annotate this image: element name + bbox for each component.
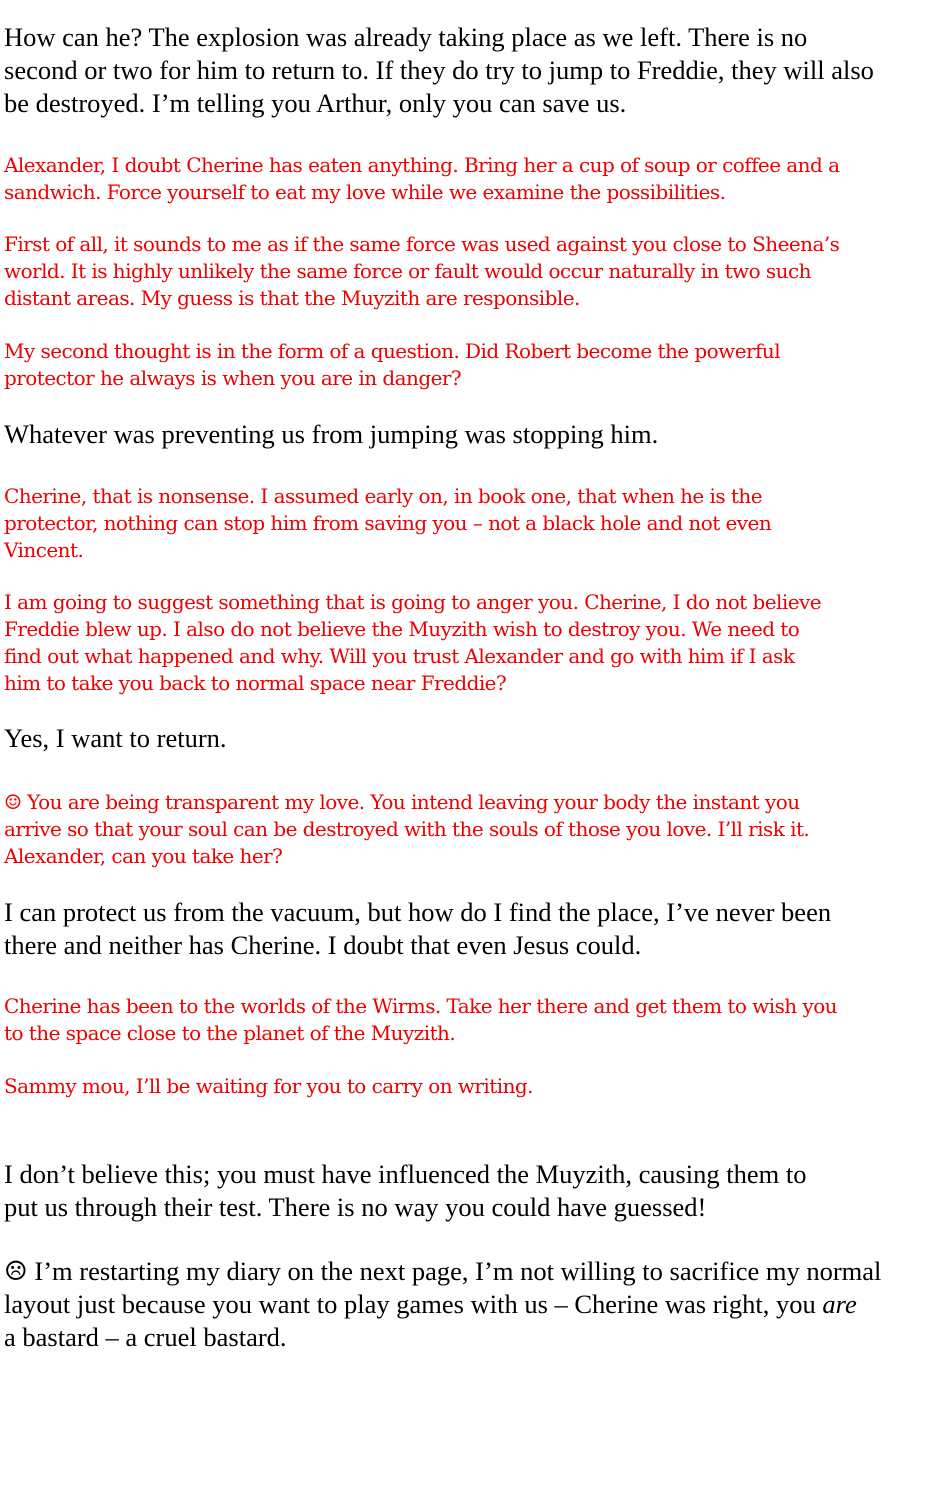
text-line: protector, nothing can stop him from saving you – not a black hole and not even bbox=[4, 511, 772, 535]
paragraph-arthur-3 bbox=[4, 722, 227, 755]
text-line: Sammy mou, I’ll be waiting for you to carry on writing. bbox=[4, 1074, 533, 1098]
paragraph-arthur-6 bbox=[4, 1255, 881, 1354]
text-line: I don’t believe this; you must have influenced the Muyzith, causing them to bbox=[4, 1159, 807, 1189]
text-line: My second thought is in the form of a question. Did Robert become the powerful bbox=[4, 339, 781, 363]
paragraph-author-7 bbox=[4, 993, 837, 1047]
text-line: second or two for him to return to. If they do try to jump to Freddie, they will also bbox=[4, 55, 874, 85]
text-line: ☺ You are being transparent my love. You intend leaving your body the instant you bbox=[4, 790, 800, 814]
text-line: I am going to suggest something that is going to anger you. Cherine, I do not believe bbox=[4, 590, 822, 614]
text-segment: layout just because you want to play games with us – Cherine was right, you bbox=[4, 1289, 823, 1319]
text-line: I can protect us from the vacuum, but how do I find the place, I’ve never been bbox=[4, 897, 832, 927]
text-line: First of all, it sounds to me as if the same force was used against you close to Sheena’s bbox=[4, 232, 840, 256]
text-line: a bastard – a cruel bastard. bbox=[4, 1322, 287, 1352]
text-line bbox=[4, 1288, 881, 1321]
paragraph-author-5 bbox=[4, 589, 821, 697]
text-line: arrive so that your soul can be destroyed with the souls of those you love. I’ll risk it. bbox=[4, 817, 810, 841]
text-line: Yes, I want to return. bbox=[4, 723, 227, 753]
text-line: there and neither has Cherine. I doubt that even Jesus could. bbox=[4, 930, 642, 960]
text-line: sandwich. Force yourself to eat my love while we examine the possibilities. bbox=[4, 180, 726, 204]
paragraph-author-6 bbox=[4, 789, 809, 870]
text-line: How can he? The explosion was already taking place as we left. There is no bbox=[4, 22, 808, 52]
text-line: Cherine has been to the worlds of the Wirms. Take her there and get them to wish you bbox=[4, 994, 838, 1018]
paragraph-author-8 bbox=[4, 1073, 533, 1100]
paragraph-arthur-1 bbox=[4, 21, 874, 120]
text-line: him to take you back to normal space near Freddie? bbox=[4, 671, 507, 695]
text-line: Freddie blew up. I also do not believe the Muyzith wish to destroy you. We need to bbox=[4, 617, 800, 641]
text-line: ☹ I’m restarting my diary on the next page, I’m not willing to sacrifice my normal bbox=[4, 1256, 882, 1286]
text-line: Vincent. bbox=[4, 538, 84, 562]
text-line: to the space close to the planet of the Muyzith. bbox=[4, 1021, 456, 1045]
paragraph-author-3 bbox=[4, 338, 780, 392]
text-line: find out what happened and why. Will you trust Alexander and go with him if I ask bbox=[4, 644, 795, 668]
text-line: Alexander, I doubt Cherine has eaten anything. Bring her a cup of soup or coffee and a bbox=[4, 153, 840, 177]
text-line: put us through their test. There is no way you could have guessed! bbox=[4, 1192, 707, 1222]
text-line: Whatever was preventing us from jumping was stopping him. bbox=[4, 419, 659, 449]
text-line: distant areas. My guess is that the Muyzith are responsible. bbox=[4, 286, 580, 310]
paragraph-author-4 bbox=[4, 483, 771, 564]
paragraph-arthur-2 bbox=[4, 418, 658, 451]
paragraph-arthur-5 bbox=[4, 1158, 806, 1224]
text-line: world. It is highly unlikely the same force or fault would occur naturally in two such bbox=[4, 259, 811, 283]
paragraph-author-1 bbox=[4, 152, 839, 206]
text-line: protector he always is when you are in danger? bbox=[4, 366, 462, 390]
emphasis-text: are bbox=[822, 1289, 857, 1319]
paragraph-author-2 bbox=[4, 231, 839, 312]
text-line: Alexander, can you take her? bbox=[4, 844, 283, 868]
text-line: be destroyed. I’m telling you Arthur, only you can save us. bbox=[4, 88, 627, 118]
paragraph-arthur-4 bbox=[4, 896, 831, 962]
text-line: Cherine, that is nonsense. I assumed early on, in book one, that when he is the bbox=[4, 484, 762, 508]
